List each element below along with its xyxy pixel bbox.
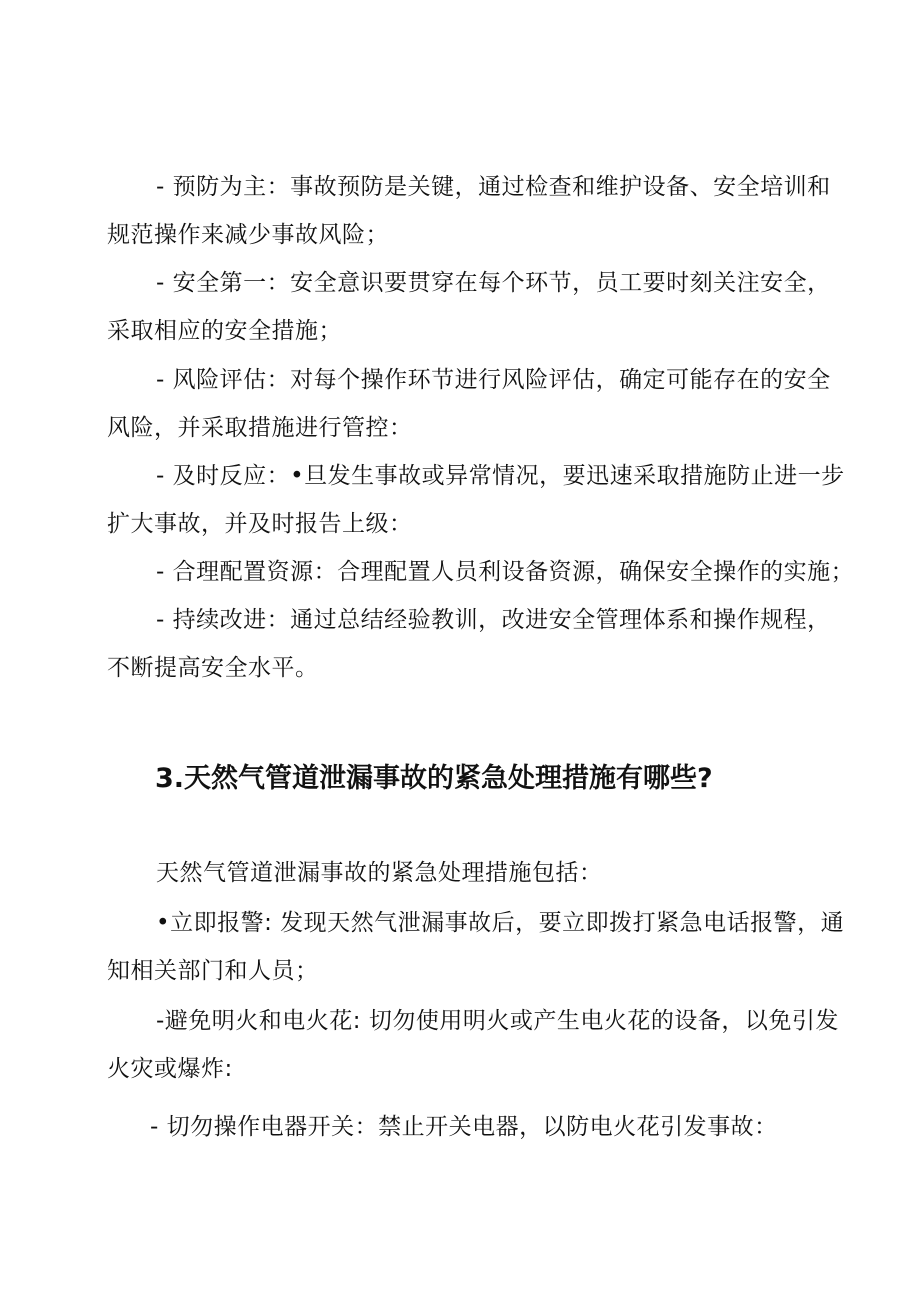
principle-3-line-1: - 风险评估：对每个操作环节进行风险评估，确定可能存在的安全	[156, 367, 831, 393]
principle-2-line-2: 采取相应的安全措施；	[107, 318, 342, 344]
measure-2-line-1: -避免明火和电火花: 切勿使用明火或产生电火花的设备，以免引发	[156, 1008, 839, 1034]
principle-6-line-1: - 持续改进：通过总结经验教训，改进安全管理体系和操作规程，	[156, 607, 831, 633]
measure-3-line-1: - 切勿操作电器开关：禁止开关电器，以防电火花引发事故：	[150, 1114, 778, 1140]
principle-2-line-1: - 安全第一：安全意识要贯穿在每个环节，员工要时刻关注安全，	[156, 270, 831, 296]
principle-4-line-1: - 及时反应：•旦发生事故或异常情况，要迅速采取措施防止进一步	[156, 463, 845, 489]
principle-4-line-2: 扩大事故，并及时报告上级：	[107, 511, 413, 537]
measures-intro: 天然气管道泄漏事故的紧急处理措施包括：	[156, 860, 603, 886]
principle-1-line-1: - 预防为主：事故预防是关键，通过检查和维护设备、安全培训和	[156, 174, 831, 200]
principle-5-line-1: - 合理配置资源：合理配置人员利设备资源，确保安全操作的实施；	[156, 559, 855, 585]
principle-6-line-2: 不断提高安全水平。	[107, 655, 319, 681]
measure-1-line-1: •立即报警: 发现天然气泄漏事故后，要立即拨打紧急电话报警，通	[156, 910, 845, 936]
section-heading: 3.天然气管道泄漏事故的紧急处理措施有哪些?	[155, 763, 713, 794]
measure-2-line-2: 火灾或爆炸:	[107, 1056, 233, 1082]
principle-3-line-2: 风险，并采取措施进行管控：	[107, 415, 413, 441]
principle-1-line-2: 规范操作来减少事故风险；	[107, 222, 389, 248]
measure-1-line-2: 知相关部门和人员；	[107, 958, 319, 984]
